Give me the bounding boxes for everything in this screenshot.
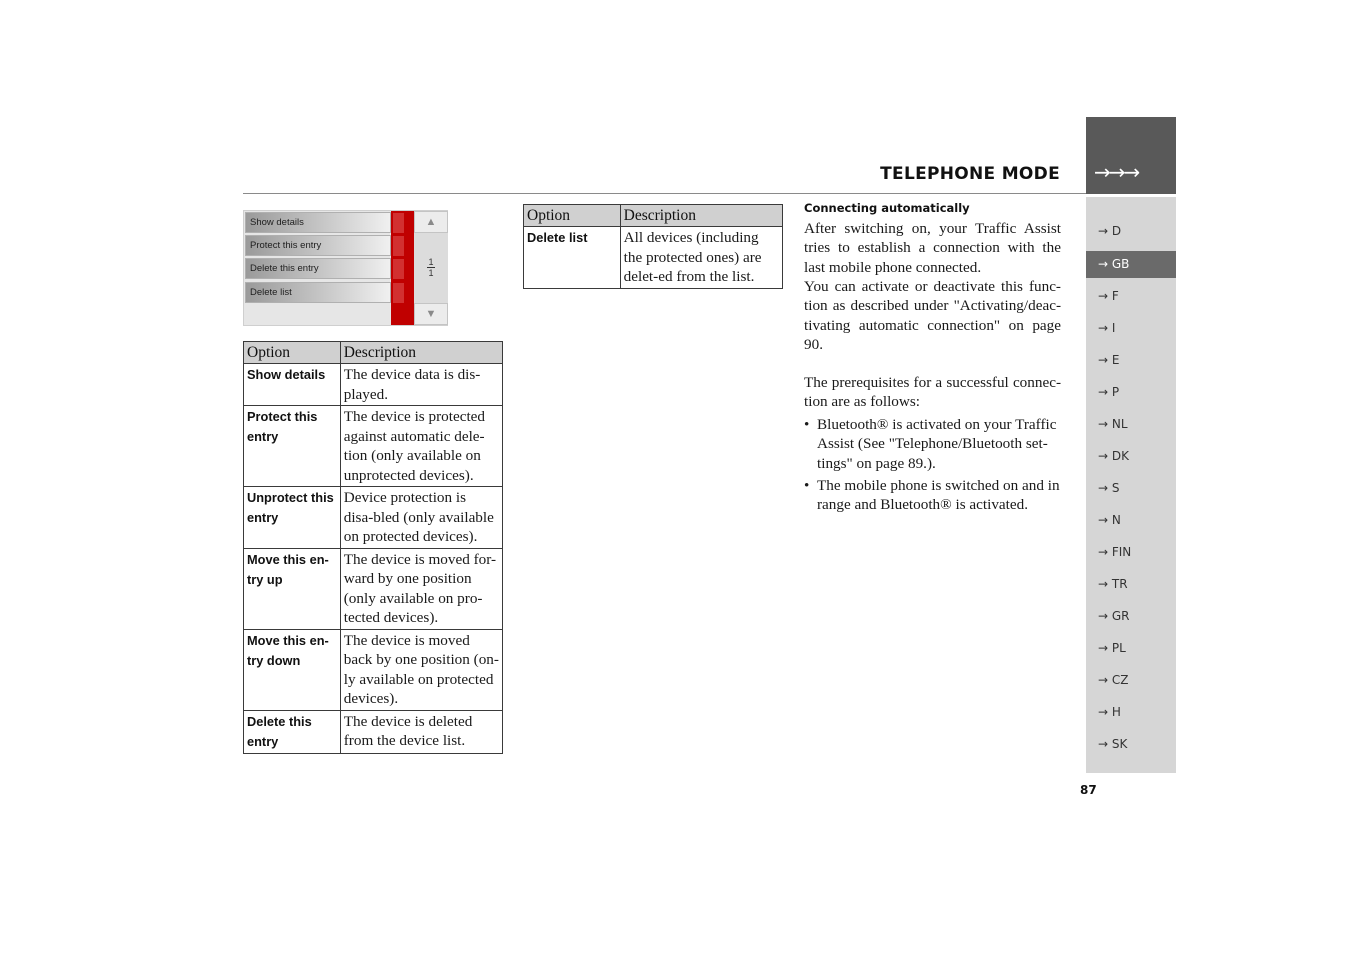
lang-item-n[interactable]: → N xyxy=(1098,513,1121,527)
scroll-up-button[interactable] xyxy=(414,211,448,233)
menu-item-show-details[interactable]: Show details xyxy=(245,212,391,233)
device-menu-screenshot xyxy=(243,210,448,326)
option-cell: Delete this entry xyxy=(244,710,341,753)
page-title: TELEPHONE MODE xyxy=(880,164,1060,184)
col-header-description: Description xyxy=(620,205,782,227)
description-cell: The device data is dis-played. xyxy=(340,364,502,406)
lang-item-s[interactable]: → S xyxy=(1098,481,1120,495)
table-row xyxy=(244,364,503,406)
description-cell: The device is moved back by one position (on-ly available on protected devices). xyxy=(340,629,502,710)
page-indicator: 1 1 xyxy=(428,257,434,278)
selection-bar xyxy=(391,211,407,325)
table-row xyxy=(244,710,503,753)
lang-item-tr[interactable]: → TR xyxy=(1098,577,1128,591)
options-table-list xyxy=(523,204,783,289)
bullet-icon: • xyxy=(804,477,810,494)
lang-item-fin[interactable]: → FIN xyxy=(1098,545,1132,559)
section-heading: Connecting automatically xyxy=(804,201,970,215)
triangle-down-icon: ▼ xyxy=(425,308,437,320)
description-cell: The device is deleted from the device list. xyxy=(340,710,502,753)
language-sidebar xyxy=(1086,197,1176,773)
scrollbar[interactable] xyxy=(414,211,448,325)
col-header-description: Description xyxy=(340,342,502,364)
option-cell: Delete list xyxy=(524,227,621,289)
table-row xyxy=(524,227,783,289)
lang-item-i[interactable]: → I xyxy=(1098,321,1116,335)
selection-bar-right xyxy=(407,211,414,325)
lang-item-pl[interactable]: → PL xyxy=(1098,641,1126,655)
description-cell: The device is protected against automatic dele-tion (only available on unprotected devices). xyxy=(340,406,502,487)
col-header-option: Option xyxy=(524,205,621,227)
paragraph: You can activate or deactivate this func-tion as described under "Activating/deac-tivating automatic connection" on page 90. xyxy=(804,278,1061,353)
forward-arrows-icon: →→→ xyxy=(1094,160,1139,184)
scroll-down-button[interactable] xyxy=(414,303,448,325)
description-cell: The device is moved for-ward by one position (only available on pro-tected devices). xyxy=(340,548,502,629)
lang-item-cz[interactable]: → CZ xyxy=(1098,673,1129,687)
bullet-icon: • xyxy=(804,416,810,433)
table-row xyxy=(244,487,503,549)
option-cell: Move this en-try up xyxy=(244,548,341,629)
paragraph: After switching on, your Traffic Assist tries to establish a connection with the last mobile phone connected. xyxy=(804,220,1061,276)
menu-item-delete-entry[interactable]: Delete this entry xyxy=(245,258,391,279)
paragraph: The prerequisites for a successful connec-tion are as follows: xyxy=(804,374,1061,411)
col-header-option: Option xyxy=(244,342,341,364)
table-row xyxy=(244,548,503,629)
header-rule xyxy=(243,193,1086,194)
page-number: 87 xyxy=(1080,783,1097,797)
option-cell: Protect this entry xyxy=(244,406,341,487)
lang-item-f[interactable]: → F xyxy=(1098,289,1119,303)
lang-item-dk[interactable]: → DK xyxy=(1098,449,1129,463)
options-table-entry xyxy=(243,341,503,754)
lang-item-d[interactable]: → D xyxy=(1098,224,1122,238)
list-item: • Bluetooth® is activated on your Traffic Assist (See "Telephone/Bluetooth set-tings" on page 89.). xyxy=(804,416,1057,472)
lang-item-gb[interactable]: → GB xyxy=(1086,251,1176,278)
lang-item-h[interactable]: → H xyxy=(1098,705,1121,719)
option-cell: Show details xyxy=(244,364,341,406)
option-cell: Move this en-try down xyxy=(244,629,341,710)
option-cell: Unprotect this entry xyxy=(244,487,341,549)
menu-item-delete-list[interactable]: Delete list xyxy=(245,282,391,303)
table-row xyxy=(244,629,503,710)
lang-item-sk[interactable]: → SK xyxy=(1098,737,1128,751)
table-row xyxy=(244,406,503,487)
lang-item-nl[interactable]: → NL xyxy=(1098,417,1128,431)
lang-item-e[interactable]: → E xyxy=(1098,353,1120,367)
description-cell: Device protection is disa-bled (only available on protected devices). xyxy=(340,487,502,549)
lang-item-p[interactable]: → P xyxy=(1098,385,1120,399)
lang-item-gr[interactable]: → GR xyxy=(1098,609,1130,623)
list-item: • The mobile phone is switched on and in range and Bluetooth® is activated. xyxy=(804,477,1060,514)
description-cell: All devices (including the protected ones) are delet-ed from the list. xyxy=(620,227,782,289)
menu-item-protect-entry[interactable]: Protect this entry xyxy=(245,235,391,256)
triangle-up-icon: ▲ xyxy=(425,216,437,228)
